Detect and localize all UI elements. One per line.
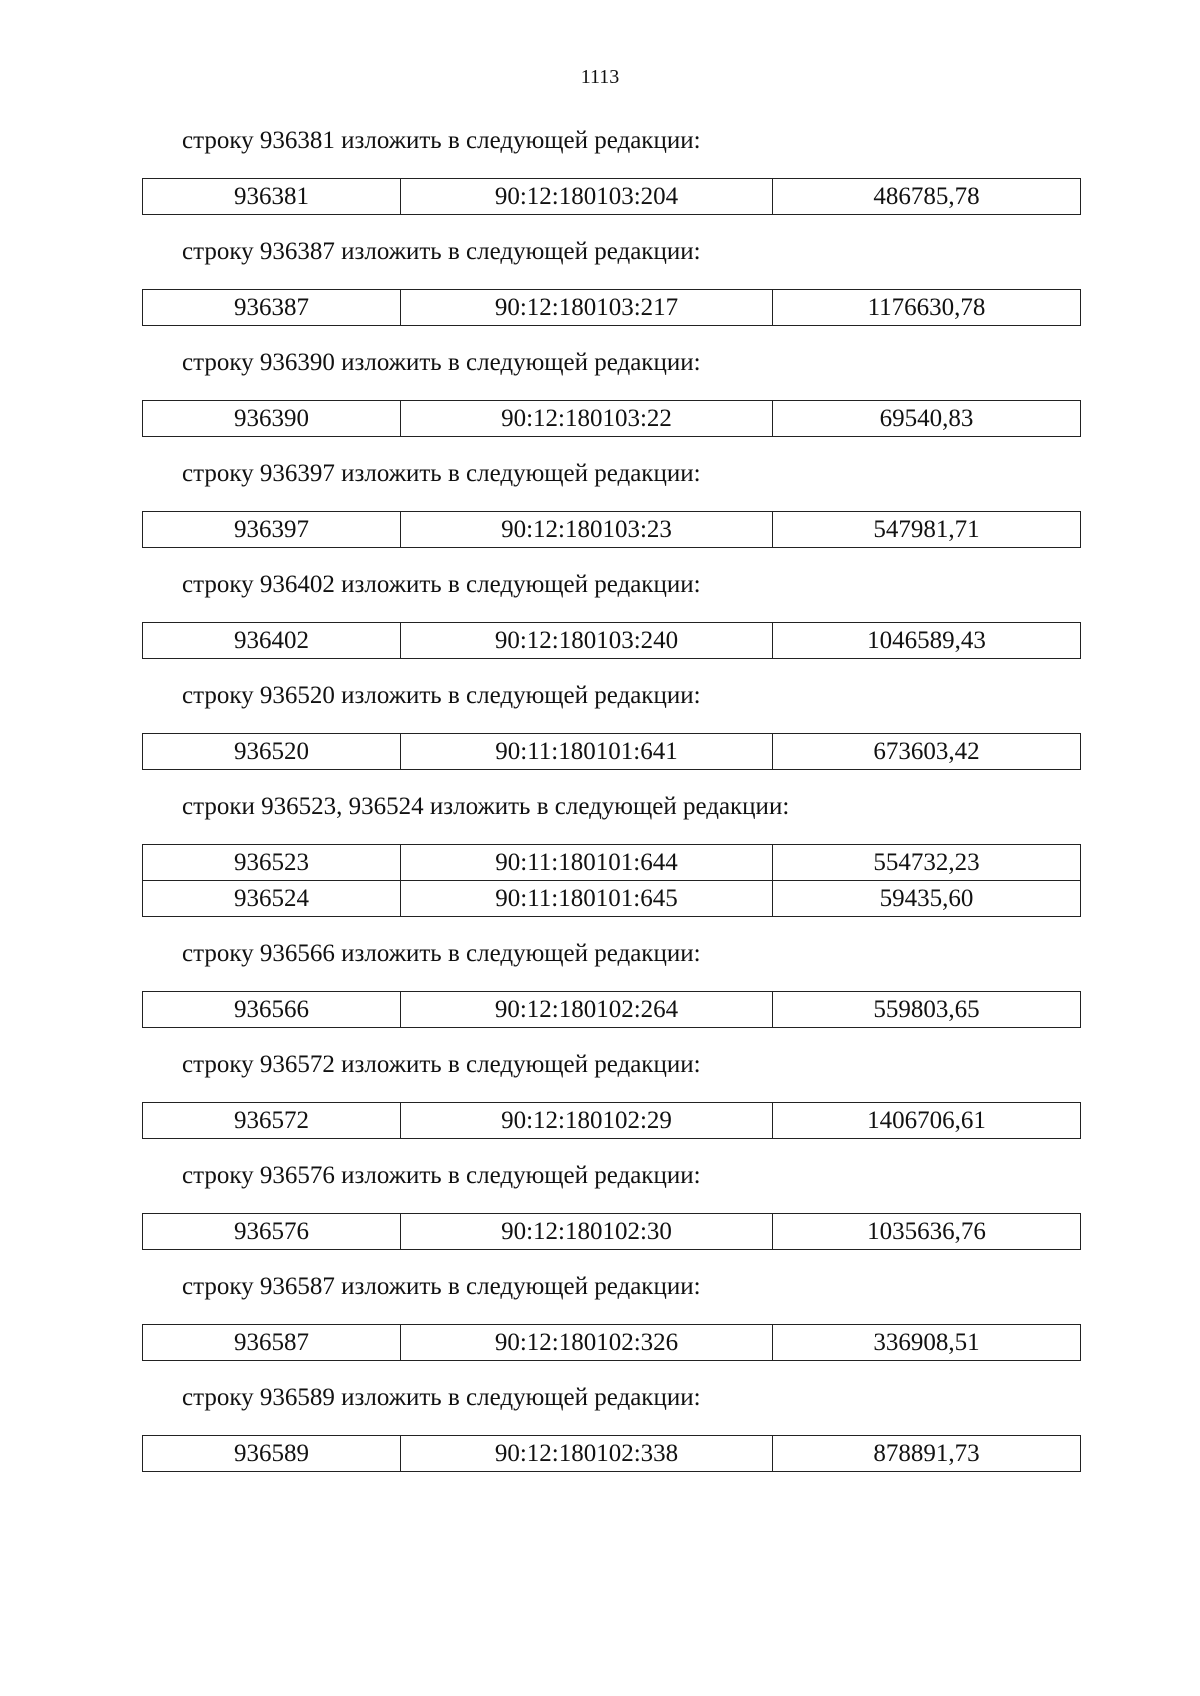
value-cell: 1035636,76 bbox=[773, 1214, 1081, 1250]
page-number: 1113 bbox=[580, 66, 620, 88]
row-number-cell: 936381 bbox=[143, 179, 401, 215]
row-number-cell: 936402 bbox=[143, 623, 401, 659]
table-row bbox=[143, 512, 1081, 548]
instruction-text: строку 936397 изложить в следующей редакции: bbox=[182, 460, 701, 487]
cadastral-number-cell: 90:11:180101:644 bbox=[401, 845, 773, 881]
table-row bbox=[143, 992, 1081, 1028]
table-row bbox=[143, 179, 1081, 215]
value-cell: 336908,51 bbox=[773, 1325, 1081, 1361]
entry-table bbox=[142, 289, 1081, 326]
value-cell: 554732,23 bbox=[773, 845, 1081, 881]
table-row bbox=[143, 881, 1081, 917]
instruction-text: строку 936576 изложить в следующей редакции: bbox=[182, 1162, 701, 1189]
entry-table bbox=[142, 1324, 1081, 1361]
entry-table bbox=[142, 1102, 1081, 1139]
instruction-text: строку 936381 изложить в следующей редакции: bbox=[182, 127, 701, 154]
cadastral-number-cell: 90:11:180101:645 bbox=[401, 881, 773, 917]
row-number-cell: 936572 bbox=[143, 1103, 401, 1139]
document-body bbox=[142, 124, 1080, 1492]
cadastral-number-cell: 90:12:180103:22 bbox=[401, 401, 773, 437]
table-row bbox=[143, 1103, 1081, 1139]
value-cell: 547981,71 bbox=[773, 512, 1081, 548]
value-cell: 673603,42 bbox=[773, 734, 1081, 770]
entry-table bbox=[142, 178, 1081, 215]
cadastral-number-cell: 90:12:180103:217 bbox=[401, 290, 773, 326]
value-cell: 69540,83 bbox=[773, 401, 1081, 437]
table-row bbox=[143, 290, 1081, 326]
value-cell: 59435,60 bbox=[773, 881, 1081, 917]
row-number-cell: 936566 bbox=[143, 992, 401, 1028]
entry-table bbox=[142, 622, 1081, 659]
table-row bbox=[143, 845, 1081, 881]
table-row bbox=[143, 1436, 1081, 1472]
entry-table bbox=[142, 511, 1081, 548]
table-row bbox=[143, 1214, 1081, 1250]
instruction-text: строку 936587 изложить в следующей редакции: bbox=[182, 1273, 701, 1300]
cadastral-number-cell: 90:11:180101:641 bbox=[401, 734, 773, 770]
value-cell: 878891,73 bbox=[773, 1436, 1081, 1472]
entry-table bbox=[142, 1435, 1081, 1472]
entry-table bbox=[142, 1213, 1081, 1250]
cadastral-number-cell: 90:12:180102:326 bbox=[401, 1325, 773, 1361]
row-number-cell: 936523 bbox=[143, 845, 401, 881]
value-cell: 1046589,43 bbox=[773, 623, 1081, 659]
row-number-cell: 936520 bbox=[143, 734, 401, 770]
value-cell: 559803,65 bbox=[773, 992, 1081, 1028]
entry-table bbox=[142, 991, 1081, 1028]
instruction-text: строку 936566 изложить в следующей редакции: bbox=[182, 940, 701, 967]
instruction-text: строку 936589 изложить в следующей редакции: bbox=[182, 1384, 701, 1411]
row-number-cell: 936387 bbox=[143, 290, 401, 326]
table-row bbox=[143, 623, 1081, 659]
instruction-text: строку 936520 изложить в следующей редакции: bbox=[182, 682, 701, 709]
entry-table bbox=[142, 733, 1081, 770]
table-row bbox=[143, 734, 1081, 770]
cadastral-number-cell: 90:12:180102:338 bbox=[401, 1436, 773, 1472]
table-row bbox=[143, 1325, 1081, 1361]
value-cell: 1406706,61 bbox=[773, 1103, 1081, 1139]
row-number-cell: 936390 bbox=[143, 401, 401, 437]
cadastral-number-cell: 90:12:180103:23 bbox=[401, 512, 773, 548]
value-cell: 1176630,78 bbox=[773, 290, 1081, 326]
row-number-cell: 936587 bbox=[143, 1325, 401, 1361]
cadastral-number-cell: 90:12:180102:264 bbox=[401, 992, 773, 1028]
cadastral-number-cell: 90:12:180103:204 bbox=[401, 179, 773, 215]
instruction-text: строку 936572 изложить в следующей редакции: bbox=[182, 1051, 701, 1078]
cadastral-number-cell: 90:12:180102:29 bbox=[401, 1103, 773, 1139]
entry-table bbox=[142, 400, 1081, 437]
row-number-cell: 936524 bbox=[143, 881, 401, 917]
instruction-text: строку 936402 изложить в следующей редакции: bbox=[182, 571, 701, 598]
entry-table bbox=[142, 844, 1081, 917]
value-cell: 486785,78 bbox=[773, 179, 1081, 215]
instruction-text: строку 936390 изложить в следующей редакции: bbox=[182, 349, 701, 376]
row-number-cell: 936397 bbox=[143, 512, 401, 548]
instruction-text: строки 936523, 936524 изложить в следующей редакции: bbox=[182, 793, 790, 820]
cadastral-number-cell: 90:12:180102:30 bbox=[401, 1214, 773, 1250]
row-number-cell: 936576 bbox=[143, 1214, 401, 1250]
cadastral-number-cell: 90:12:180103:240 bbox=[401, 623, 773, 659]
row-number-cell: 936589 bbox=[143, 1436, 401, 1472]
instruction-text: строку 936387 изложить в следующей редакции: bbox=[182, 238, 701, 265]
table-row bbox=[143, 401, 1081, 437]
